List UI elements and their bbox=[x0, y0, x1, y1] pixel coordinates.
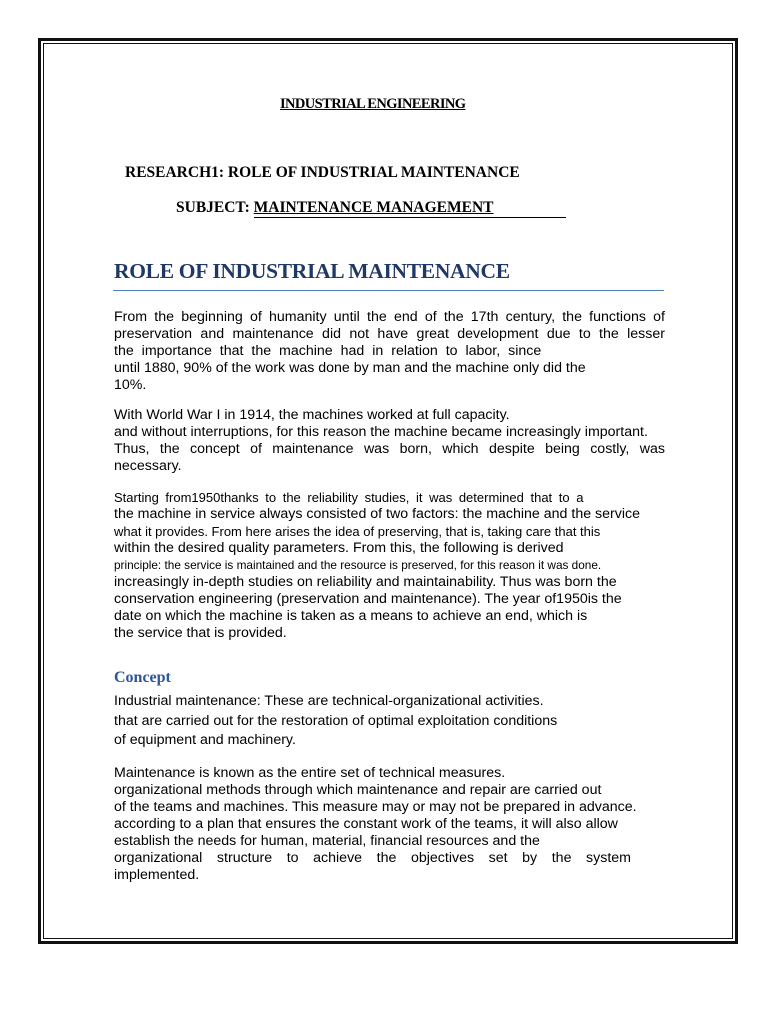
paragraph-line: that are carried out for the restoration of optimal exploitation conditions bbox=[114, 712, 558, 729]
paragraph-line: preservation and maintenance did not have great development due to the lesser bbox=[114, 326, 665, 342]
paragraph-line: implemented. bbox=[114, 867, 200, 883]
concept-heading: Concept bbox=[114, 669, 171, 686]
paragraph-line: Maintenance is known as the entire set of technical measures. bbox=[114, 765, 506, 781]
paragraph-line: within the desired quality parameters. From this, the following is derived bbox=[114, 540, 564, 556]
paragraph-line: of equipment and machinery. bbox=[114, 732, 296, 748]
paragraph-reliability bbox=[114, 489, 665, 642]
paragraph-line: date on which the machine is taken as a means to achieve an end, which is bbox=[114, 608, 588, 624]
course-title: INDUSTRIAL ENGINEERING bbox=[280, 96, 466, 112]
paragraph-line: organizational structure to achieve the objectives set by the system bbox=[114, 850, 631, 866]
paragraph-history bbox=[114, 309, 665, 394]
paragraph-line: principle: the service is maintained and the resource is preserved, for this reason it was done. bbox=[114, 558, 602, 572]
section-title: ROLE OF INDUSTRIAL MAINTENANCE bbox=[114, 259, 510, 283]
paragraph-line: and without interruptions, for this reason the machine became increasingly important. bbox=[114, 424, 648, 440]
paragraph-world-war bbox=[114, 407, 665, 475]
paragraph-line: With World War I in 1914, the machines worked at full capacity. bbox=[114, 407, 510, 423]
subject-value: MAINTENANCE MANAGEMENT bbox=[254, 199, 566, 218]
paragraph-line: 10%. bbox=[114, 377, 147, 393]
paragraph-line: Starting from1950thanks to the reliability studies, it was determined that to a bbox=[114, 490, 584, 505]
paragraph-line: what it provides. From here arises the idea of preserving, that is, taking care that this bbox=[114, 524, 601, 539]
paragraph-line: From the beginning of humanity until the end of the 17th century, the functions of bbox=[114, 309, 665, 325]
paragraph-maintenance-measures bbox=[114, 765, 665, 884]
paragraph-line: establish the needs for human, material, financial resources and the bbox=[114, 833, 540, 849]
paragraph-line: Thus, the concept of maintenance was born, which despite being costly, was bbox=[114, 441, 665, 457]
paragraph-line: according to a plan that ensures the constant work of the teams, it will also allow bbox=[114, 816, 618, 832]
paragraph-line: the service that is provided. bbox=[114, 625, 287, 641]
research-title: RESEARCH1: ROLE OF INDUSTRIAL MAINTENANCE bbox=[125, 164, 520, 181]
paragraph-line: necessary. bbox=[114, 458, 182, 474]
paragraph-concept-definition bbox=[114, 692, 665, 751]
paragraph-line: the machine in service always consisted of two factors: the machine and the service bbox=[114, 506, 640, 522]
paragraph-line: the importance that the machine had in relation to labor, since bbox=[114, 343, 542, 359]
title-divider bbox=[113, 290, 664, 291]
paragraph-line: conservation engineering (preservation and maintenance). The year of1950is the bbox=[114, 591, 622, 607]
paragraph-line: Industrial maintenance: These are technical-organizational activities. bbox=[114, 693, 544, 709]
subject-label: SUBJECT: bbox=[176, 199, 250, 216]
paragraph-line: of the teams and machines. This measure may or may not be prepared in advance. bbox=[114, 799, 637, 815]
paragraph-line: until 1880, 90% of the work was done by man and the machine only did the bbox=[114, 360, 586, 376]
subject-line bbox=[176, 199, 566, 218]
paragraph-line: increasingly in-depth studies on reliability and maintainability. Thus was born the bbox=[114, 574, 617, 590]
paragraph-line: organizational methods through which maintenance and repair are carried out bbox=[114, 782, 602, 798]
